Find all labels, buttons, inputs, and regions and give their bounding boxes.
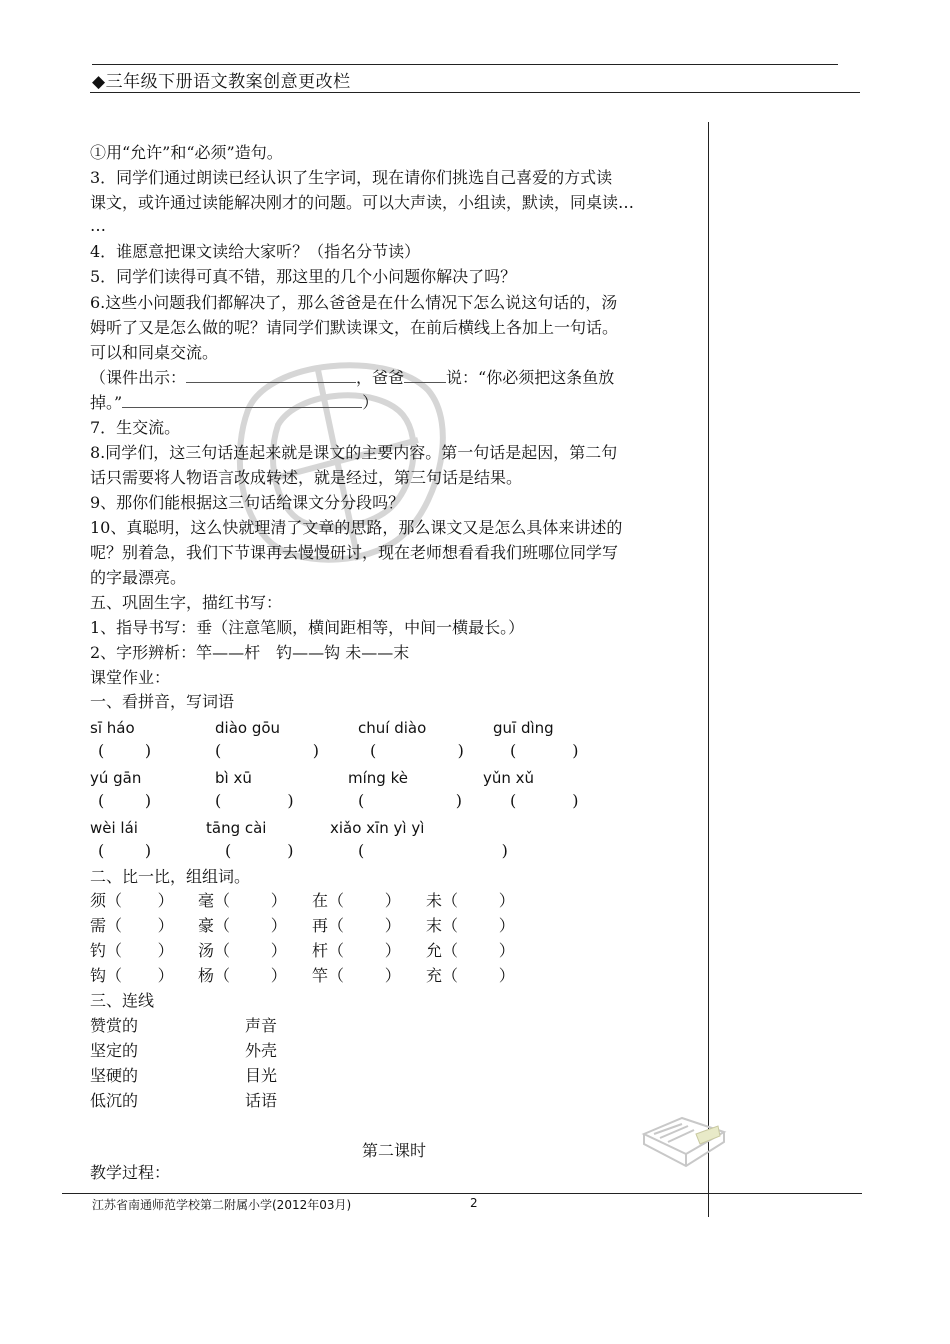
- answer-blank: ( ): [510, 741, 579, 760]
- pinyin-word: tāng cài: [206, 819, 267, 837]
- pinyin-word: yú gān: [90, 769, 142, 787]
- pinyin-word: sī háo: [90, 719, 135, 737]
- courseware-prefix: （课件出示：: [90, 368, 187, 387]
- matching-right-item: 外壳: [245, 1041, 278, 1060]
- body-line-17: 呢？别着急，我们下节课再去慢慢研讨，现在老师想看看我们班哪位同学写: [90, 543, 619, 562]
- compare-char: 杨（ ）: [198, 966, 287, 985]
- compare-char: 末（ ）: [426, 916, 515, 935]
- courseware-line-1: [90, 366, 614, 390]
- body-line-1: ①用“允许”和“必须”造句。: [90, 143, 283, 162]
- body-line-5: 4．谁愿意把课文读给大家听？（指名分节读）: [90, 242, 421, 261]
- answer-blank: ( ): [98, 791, 152, 810]
- body-line-15: 9、那你们能根据这三句话给课文分分段吗？: [90, 493, 405, 512]
- body-line-16: 10、真聪明，这么快就理清了文章的思路，那么课文又是怎么具体来讲述的: [90, 518, 623, 537]
- compare-heading: 二、比一比，组组词。: [90, 867, 251, 886]
- compare-char: 允（ ）: [426, 941, 515, 960]
- body-line-13: 8.同学们，这三句话连起来就是课文的主要内容。第一句话是起因，第二句: [90, 443, 618, 462]
- matching-left-item: 低沉的: [90, 1091, 139, 1110]
- compare-char: 杆（ ）: [312, 941, 401, 960]
- body-line-7: 6.这些小问题我们都解决了，那么爸爸是在什么情况下怎么说这句话的，汤: [90, 293, 618, 312]
- answer-blank: ( ): [98, 841, 152, 860]
- body-line-20: 1、指导书写：垂（注意笔顺，横间距相等，中间一横最长。）: [90, 618, 525, 637]
- pinyin-word: xiǎo xīn yì yì: [330, 819, 425, 837]
- teaching-process-label: 教学过程：: [90, 1163, 171, 1182]
- courseware-dad: ，爸爸: [356, 368, 405, 387]
- compare-char: 在（ ）: [312, 891, 401, 910]
- body-line-4: …: [90, 216, 106, 235]
- answer-blank: ( ): [358, 841, 508, 860]
- blank-before: [186, 368, 356, 383]
- body-line-12: 7．生交流。: [90, 418, 181, 437]
- pinyin-word: bì xū: [215, 769, 252, 787]
- footer-school: 江苏省南通师范学校第二附属小学(2012年03月): [92, 1198, 352, 1212]
- blank-dad: [404, 368, 446, 383]
- courseware-close: ）: [362, 393, 379, 412]
- answer-blank: ( ): [98, 741, 152, 760]
- compare-char: 钓（ ）: [90, 941, 174, 960]
- compare-char: 须（ ）: [90, 891, 174, 910]
- answer-blank: ( ): [225, 841, 294, 860]
- body-line-3: 课文，或许通过读能解决刚才的问题。可以大声读，小组读，默读，同桌读…: [90, 193, 635, 212]
- section-five-heading: 五、巩固生字，描红书写：: [90, 593, 283, 612]
- footer-rule: [62, 1193, 862, 1194]
- body-line-14: 话只需要将人物语言改成转述，就是经过，第三句话是结果。: [90, 468, 523, 487]
- homework-heading: 课堂作业：: [90, 668, 171, 687]
- answer-blank: ( ): [215, 791, 294, 810]
- body-line-21: 2、字形辨析：竿——杆 钓——钩 未——末: [90, 643, 410, 662]
- compare-char: 钩（ ）: [90, 966, 174, 985]
- courseware-end: 掉。”: [90, 393, 123, 412]
- matching-right-item: 声音: [245, 1016, 278, 1035]
- answer-blank: ( ): [370, 741, 464, 760]
- page-number: 2: [470, 1196, 478, 1210]
- compare-char: 充（ ）: [426, 966, 515, 985]
- pinyin-word: guī dìng: [493, 719, 554, 737]
- matching-right-item: 话语: [245, 1091, 278, 1110]
- courseware-quote: 说：“你必须把这条鱼放: [446, 368, 615, 387]
- compare-char: 豪（ ）: [198, 916, 287, 935]
- courseware-line-2: [90, 391, 378, 415]
- header-rule-top: [92, 64, 838, 65]
- compare-char: 毫（ ）: [198, 891, 287, 910]
- body-line-9: 可以和同桌交流。: [90, 343, 219, 362]
- body-line-8: 姆听了又是怎么做的呢？请同学们默读课文，在前后横线上各加上一句话。: [90, 318, 619, 337]
- pinyin-word: chuí diào: [358, 719, 427, 737]
- second-lesson-title: 第二课时: [362, 1141, 427, 1160]
- book-watermark-icon: [638, 1104, 730, 1176]
- compare-char: 汤（ ）: [198, 941, 287, 960]
- matching-left-item: 坚硬的: [90, 1066, 139, 1085]
- answer-blank: ( ): [358, 791, 463, 810]
- compare-char: 竿（ ）: [312, 966, 401, 985]
- pinyin-word: diào gōu: [215, 719, 281, 737]
- body-line-18: 的字最漂亮。: [90, 568, 187, 587]
- compare-char: 再（ ）: [312, 916, 401, 935]
- matching-left-item: 坚定的: [90, 1041, 139, 1060]
- compare-char: 未（ ）: [426, 891, 515, 910]
- compare-char: 需（ ）: [90, 916, 174, 935]
- blank-after: [122, 393, 362, 408]
- pinyin-word: yǔn xǔ: [483, 769, 535, 787]
- matching-right-item: 目光: [245, 1066, 278, 1085]
- answer-blank: ( ): [215, 741, 320, 760]
- body-line-6: 5．同学们读得可真不错，那这里的几个小问题你解决了吗？: [90, 267, 517, 286]
- pinyin-section-heading: 一、看拼音，写词语: [90, 692, 235, 711]
- answer-blank: ( ): [510, 791, 579, 810]
- header-rule-bottom: [90, 92, 860, 93]
- body-line-2: 3．同学们通过朗读已经认识了生字词，现在请你们挑选自己喜爱的方式读: [90, 168, 613, 187]
- header-title: ◆三年级下册语文教案创意更改栏: [92, 72, 351, 92]
- pinyin-word: míng kè: [348, 769, 408, 787]
- pinyin-word: wèi lái: [90, 819, 138, 837]
- matching-left-item: 赞赏的: [90, 1016, 139, 1035]
- matching-heading: 三、连线: [90, 991, 155, 1010]
- margin-column-rule: [708, 122, 709, 1217]
